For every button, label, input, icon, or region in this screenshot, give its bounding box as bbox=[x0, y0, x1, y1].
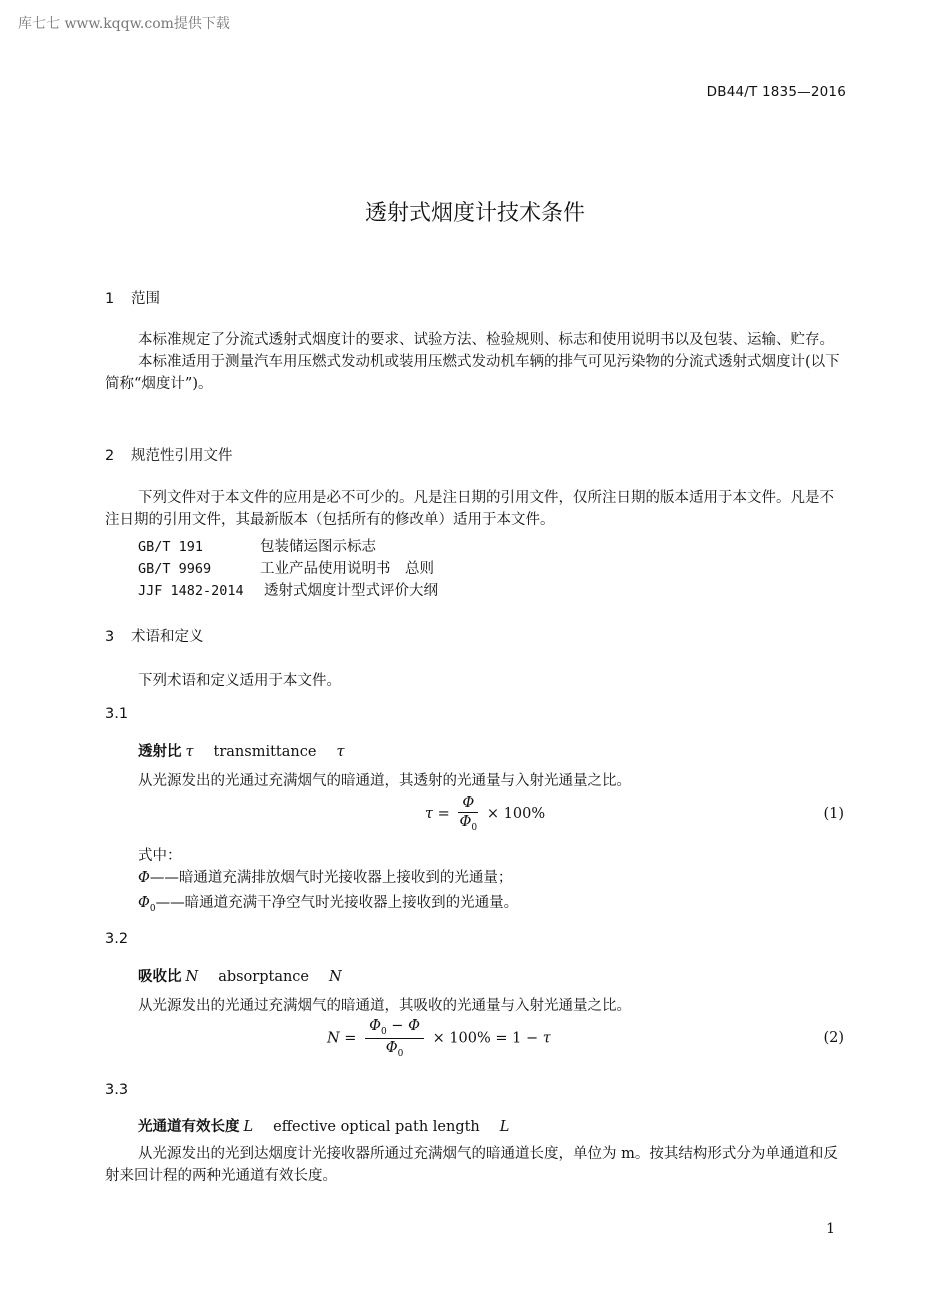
reference-code: GB/T 9969 bbox=[138, 561, 212, 577]
formula-numerator: $\Phi_0 - \Phi$ bbox=[365, 1018, 424, 1039]
term-chinese: 吸收比 bbox=[138, 969, 182, 985]
formula-1 bbox=[425, 795, 545, 833]
term-definition: 从光源发出的光通过充满烟气的暗通道，其透射的光通量与入射光通量之比。 bbox=[138, 773, 631, 789]
variable-text: ——暗通道充满干净空气时光接收器上接收到的光通量。 bbox=[155, 895, 519, 911]
reference-title: 工业产品使用说明书 总则 bbox=[260, 561, 434, 577]
formula-denominator: $\Phi_0$ bbox=[385, 1039, 404, 1059]
formula-tail: τ bbox=[542, 1030, 551, 1047]
where-label: 式中： bbox=[138, 848, 182, 864]
term-definition: 从光源发出的光通过充满烟气的暗通道，其吸收的光通量与入射光通量之比。 bbox=[138, 998, 631, 1014]
formula-lhs: τ bbox=[425, 805, 434, 822]
formula-numerator: Φ bbox=[458, 795, 478, 813]
formula-equals: = bbox=[437, 805, 450, 822]
section-3-heading bbox=[105, 625, 204, 646]
term-symbol-2: N bbox=[329, 969, 342, 985]
term-chinese: 光通道有效长度 bbox=[138, 1119, 240, 1135]
section-2-body bbox=[105, 487, 847, 531]
reference-code: GB/T 191 bbox=[138, 539, 204, 555]
formula-lhs: N bbox=[327, 1030, 340, 1047]
variable-symbol: Φ bbox=[138, 870, 150, 886]
section-1-heading bbox=[105, 287, 160, 308]
reference-title: 包装储运图示标志 bbox=[260, 539, 376, 555]
paragraph: 下列文件对于本文件的应用是必不可少的。凡是注日期的引用文件，仅所注日期的版本适用于本文件。凡是不注日期的引用文件，其最新版本（包括所有的修改单）适用于本文件。 bbox=[105, 490, 834, 528]
formula-fraction bbox=[458, 795, 478, 833]
reference-title: 透射式烟度计型式评价大纲 bbox=[264, 583, 438, 599]
term-english: effective optical path length bbox=[273, 1119, 480, 1135]
variable-text: ——暗通道充满排放烟气时光接收器上接收到的光通量； bbox=[149, 870, 513, 886]
watermark: 库七七 www.kqqw.com提供下载 bbox=[18, 16, 230, 32]
reference-item bbox=[138, 535, 376, 556]
term-chinese: 透射比 bbox=[138, 744, 182, 760]
formula-2 bbox=[327, 1018, 551, 1059]
page-number: 1 bbox=[826, 1221, 835, 1237]
term-number: 3.3 bbox=[105, 1082, 129, 1098]
section-1-body bbox=[105, 329, 847, 395]
section-3-intro: 下列术语和定义适用于本文件。 bbox=[138, 673, 341, 689]
document-title: 透射式烟度计技术条件 bbox=[364, 201, 585, 226]
section-number: 2 bbox=[105, 448, 115, 464]
term-entry bbox=[138, 740, 344, 761]
term-entry bbox=[138, 965, 342, 986]
formula-rest: × 100% = 1 − bbox=[432, 1030, 539, 1047]
term-symbol-2: L bbox=[499, 1119, 510, 1135]
term-symbol: τ bbox=[185, 744, 194, 760]
reference-item bbox=[138, 557, 434, 578]
term-english: transmittance bbox=[213, 744, 317, 760]
term-number: 3.1 bbox=[105, 706, 129, 722]
term-english: absorptance bbox=[218, 969, 310, 985]
reference-code: JJF 1482-2014 bbox=[138, 583, 244, 599]
formula-fraction bbox=[365, 1018, 424, 1059]
section-number: 1 bbox=[105, 291, 115, 307]
term-definition-block bbox=[105, 1143, 847, 1187]
standard-code: DB44/T 1835—2016 bbox=[706, 84, 846, 100]
variable-definition bbox=[138, 867, 512, 889]
paragraph: 本标准规定了分流式透射式烟度计的要求、试验方法、检验规则、标志和使用说明书以及包装、运输、贮存。 bbox=[138, 332, 834, 348]
term-definition: 从光源发出的光到达烟度计光接收器所通过充满烟气的暗通道长度，单位为 m。按其结构形式分为单通道和反射来回计程的两种光通道有效长度。 bbox=[105, 1146, 838, 1184]
formula-equals: = bbox=[344, 1030, 357, 1047]
formula-rest: × 100% bbox=[486, 805, 546, 822]
reference-item bbox=[138, 579, 438, 600]
equation-number: (2) bbox=[823, 1030, 844, 1046]
variable-definition: $\Phi_0——$暗通道充满干净空气时光接收器上接收到的光通量。 bbox=[138, 895, 519, 914]
equation-number: (1) bbox=[823, 806, 844, 822]
section-title: 术语和定义 bbox=[131, 629, 204, 645]
section-2-heading bbox=[105, 444, 233, 465]
formula-denominator: $\Phi_0$ bbox=[459, 814, 478, 833]
term-symbol-2: τ bbox=[336, 744, 345, 760]
variable-symbol: Φ bbox=[138, 895, 150, 911]
term-entry bbox=[138, 1115, 509, 1136]
section-title: 范围 bbox=[131, 291, 160, 307]
term-symbol: L bbox=[243, 1119, 254, 1135]
section-number: 3 bbox=[105, 629, 115, 645]
section-title: 规范性引用文件 bbox=[131, 448, 233, 464]
term-symbol: N bbox=[185, 969, 199, 985]
paragraph: 本标准适用于测量汽车用压燃式发动机或装用压燃式发动机车辆的排气可见污染物的分流式透射式烟度计(以下简称“烟度计”)。 bbox=[105, 354, 840, 392]
term-number: 3.2 bbox=[105, 931, 129, 947]
